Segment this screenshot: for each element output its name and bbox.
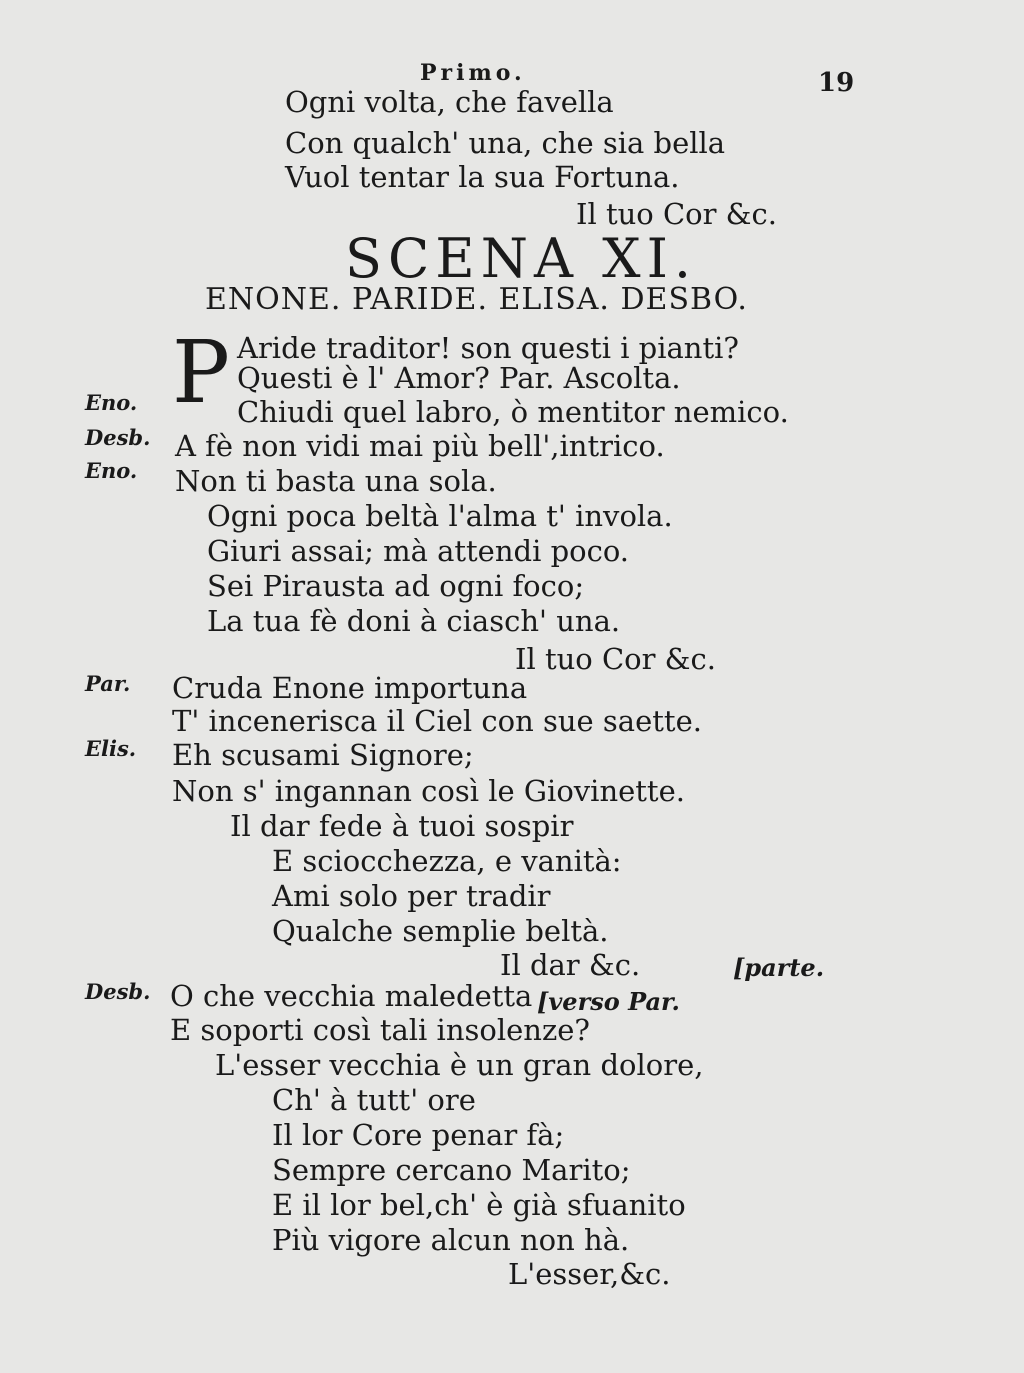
refrain-line: Il tuo Cor &c.	[576, 197, 777, 231]
verse-line: Questi è l' Amor? Par. Ascolta.	[237, 361, 681, 395]
running-head: Primo.	[420, 60, 526, 86]
stage-direction: [parte.	[733, 953, 825, 982]
verse-line: La tua fè doni à ciasch' una.	[207, 604, 621, 638]
verse-line: Eh scusami Signore;	[172, 738, 474, 772]
speaker-label: Par.	[85, 671, 131, 696]
verse-line: Più vigore alcun non hà.	[272, 1223, 630, 1257]
verse-line: Il lor Core penar fà;	[272, 1118, 565, 1152]
verse-line: Ami solo per tradir	[272, 879, 551, 913]
speaker-label: Eno.	[85, 458, 138, 483]
verse-line: L'esser vecchia è un gran dolore,	[215, 1048, 704, 1082]
refrain-line: L'esser,&c.	[508, 1257, 671, 1291]
scene-title: SCENA XI.	[345, 227, 698, 290]
speaker-label: Eno.	[85, 390, 138, 415]
refrain-line: Il dar &c.	[500, 948, 641, 982]
drop-cap: P	[172, 323, 230, 423]
verse-line: Sempre cercano Marito;	[272, 1153, 631, 1187]
verse-line: Chiudi quel labro, ò mentitor nemico.	[237, 395, 789, 429]
verse-line: Con qualch' una, che sia bella	[285, 126, 726, 160]
verse-line: Vuol tentar la sua Fortuna.	[285, 160, 680, 194]
verse-line: O che vecchia maledetta	[170, 979, 533, 1013]
verse-line: Sei Pirausta ad ogni foco;	[207, 569, 585, 603]
speaker-label: Desb.	[85, 979, 151, 1004]
verse-line: A fè non vidi mai più bell',intrico.	[175, 429, 665, 463]
character-list: ENONE. PARIDE. ELISA. DESBO.	[205, 282, 748, 317]
verse-line: Cruda Enone importuna	[172, 671, 528, 705]
speaker-label: Desb.	[85, 425, 151, 450]
verse-line: Non ti basta una sola.	[175, 464, 497, 498]
verse-line: Ogni poca beltà l'alma t' invola.	[207, 499, 673, 533]
verse-line: Ogni volta, che favella	[285, 85, 614, 119]
verse-line: Non s' ingannan così le Giovinette.	[172, 774, 685, 808]
page-number: 19	[818, 68, 855, 98]
verse-line: Qualche semplie beltà.	[272, 914, 609, 948]
verse-line: E soporti così tali insolenze?	[170, 1013, 590, 1047]
verse-line: Il dar fede à tuoi sospir	[230, 809, 574, 843]
refrain-line: Il tuo Cor &c.	[515, 642, 716, 676]
verse-line: Ch' à tutt' ore	[272, 1083, 476, 1117]
verse-line: E sciocchezza, e vanità:	[272, 844, 622, 878]
stage-direction: [verso Par.	[537, 987, 680, 1016]
verse-line: E il lor bel,ch' è già sfuanito	[272, 1188, 686, 1222]
verse-line: T' incenerisca il Ciel con sue saette.	[172, 704, 702, 738]
verse-line: Giuri assai; mà attendi poco.	[207, 534, 630, 568]
speaker-label: Elis.	[85, 736, 137, 761]
verse-line: Aride traditor! son questi i pianti?	[237, 331, 739, 365]
